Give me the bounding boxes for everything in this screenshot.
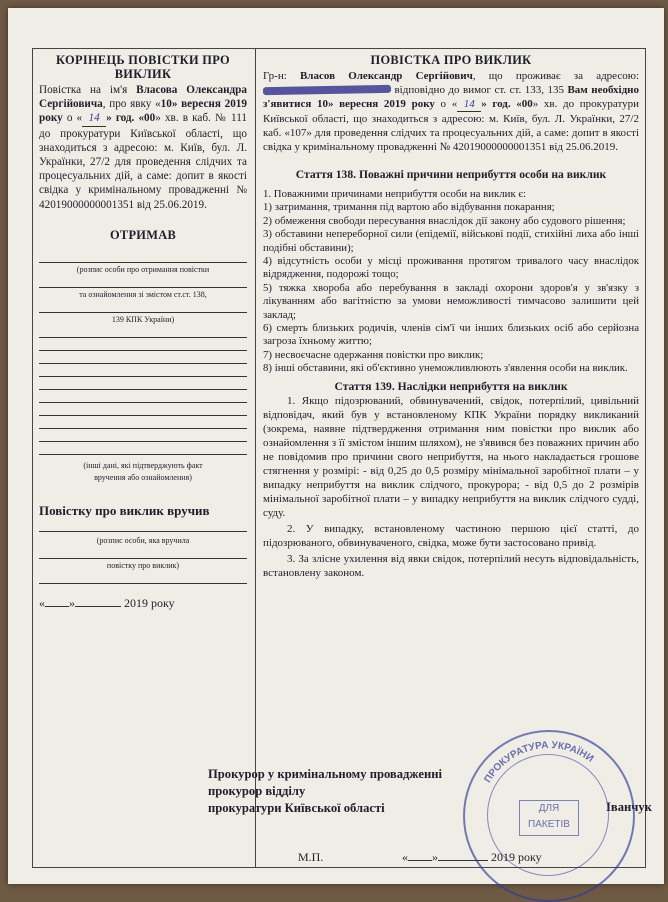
caption: повістку про виклик)	[106, 560, 180, 570]
article-138-item: 3) обставини непереборної сили (епідемії, військові події, стихійні лиха або інші подібні обставини);	[263, 228, 639, 254]
handed-label: Повістку про виклик вручив	[39, 502, 210, 518]
blank-line	[39, 325, 247, 338]
blank-line	[39, 416, 247, 429]
article-138-item: 1. Поважними причинами неприбуття особи на виклик є:	[263, 188, 527, 200]
blank-line	[39, 390, 247, 403]
article-138-item: 4) відсутність особи у місці проживання протягом тривалого часу внаслідок відрядження, подорожі тощо;	[263, 255, 639, 281]
signature-line	[39, 519, 247, 532]
signature-line	[39, 571, 247, 584]
stub-text: Повістка на ім'я Власова Олександра Сергійовича, про явку «10» вересня 2019 року о « 14 » год. «00» хв. в каб. № 111 до прокуратури Київської області, що знаходиться з адресою: м. Київ, бул. Л. Українки, 27/2 для проведення слідчих та процесуальних дій, а саме: допит в якості свідка у кримінальному провадженні № 42019000000001351 від 25.06.2019.	[39, 84, 247, 211]
article-139-p3: 3. За злісне ухилення від явки свідок, потерпілий несуть відповідальність, встановлену законом.	[263, 552, 639, 579]
article-138-item: 8) інші обставини, які об'єктивно унеможливлюють з'явлення особи на виклик.	[263, 362, 628, 375]
article-139-p2: 2. У випадку, встановленому частиною першою цієї статті, до підозрюваного, обвинуваченого, свідка, може бути застосовано привід.	[263, 522, 639, 549]
prosecutor-signature: Прокурор у кримінальному провадженні прокурор відділу прокуратури Київської області	[208, 767, 442, 815]
summons-text: Гр-н: Власов Олександр Сергійович, що проживає за адресою: відповідно до вимог ст. ст. 133, 135 Вам необхідно з'явитися 10» вересня 2019 року о « 14 » год. «00» хв. до прокуратури Київської області, що знаходиться з адресою: м. Київ, бул. Л. Українки, 27/2 каб. «107» для проведення слідчих та процесуальних дій, а саме: допит в якості свідка у кримінальному провадженні № 42019000000001351 від 25.06.2019.	[263, 70, 640, 153]
signature-line	[39, 300, 247, 313]
blank-line	[39, 403, 247, 416]
handwritten-hour: 14	[457, 97, 481, 112]
stub-column	[39, 53, 247, 610]
article-139-p1: 1. Якщо підозрюваний, обвинувачений, свідок, потерпілий, цивільний відповідач, який був у встановленому КПК України порядку викликаний (зокрема, наявне підтвердження отримання ним повістки про виклик або ознайомлення з її змістом іншим шляхом), не з'явився без поважних причин або не повідомив про причини свого неприбуття, на нього накладається грошове стягнення у розмірі: - від 0,25 до 0,5 розміру мінімальної заробітної плати – у випадку неприбуття на виклик слідчого, прокурора; - від 0,5 до 2 розмірів мінімальної заробітної плати – у випадку неприбуття на виклик слідчого судді, суду.	[263, 394, 639, 519]
stub-title: КОРІНЕЦЬ ПОВІСТКИ ПРО ВИКЛИК	[56, 53, 230, 81]
column-divider	[255, 49, 256, 867]
handwritten-hour: 14	[82, 111, 106, 126]
stamp-place: М.П.	[298, 850, 324, 864]
summons-title: ПОВІСТКА ПРО ВИКЛИК	[370, 53, 532, 67]
redacted-address	[263, 85, 391, 95]
caption: (інші дані, які підтверджують факт	[83, 460, 203, 470]
prosecutor-name: Іванчук	[606, 800, 652, 814]
article-138-item: 2) обмеження свободи пересування внаслідок дії закону або судового рішення;	[263, 214, 626, 227]
signature-line	[39, 546, 247, 559]
signature-line	[39, 250, 247, 263]
article-138-item: 6) смерть близьких родичів, членів сім'ї чи інших близьких осіб або серйозна загроза їхньому життю;	[263, 322, 639, 348]
summons-date: « » 2019 року	[402, 850, 542, 864]
seal-ring-text: ПРОКУРАТУРА УКРАЇНИ	[482, 739, 596, 785]
signature-line	[39, 275, 247, 288]
seal-box: ДЛЯ ПАКЕТІВ	[519, 800, 579, 836]
article-138-item: 1) затримання, тримання під вартою або відбування покарання;	[263, 201, 555, 214]
blank-line	[39, 364, 247, 377]
official-seal	[463, 730, 635, 902]
caption: (розпис особи, яка вручила	[96, 535, 190, 545]
stub-date: « » 2019 року	[39, 595, 175, 610]
blank-line	[39, 442, 247, 455]
article-139-title: Стаття 139. Наслідки неприбуття на виклик	[334, 379, 568, 393]
caption: (розпис особи про отримання повістки	[76, 264, 210, 274]
blank-line	[39, 377, 247, 390]
caption: 139 КПК України)	[111, 314, 175, 324]
caption: вручення або ознайомлення)	[94, 472, 192, 482]
caption: та ознайомлення зі змістом ст.ст. 138,	[79, 289, 207, 299]
article-138-item: 7) несвоєчасне одержання повістки про виклик;	[263, 348, 484, 361]
article-138-title: Стаття 138. Поважні причини неприбуття особи на виклик	[295, 168, 607, 181]
summons-column	[263, 53, 639, 580]
received-heading: ОТРИМАВ	[109, 227, 177, 242]
article-138-item: 5) тяжка хвороба або перебування в закладі охорони здоров'я у зв'язку з лікуванням або вагітністю за умови неможливості тимчасово залишити цей заклад;	[263, 281, 639, 321]
blank-line	[39, 351, 247, 364]
article-138-list	[263, 188, 639, 376]
blank-line	[39, 429, 247, 442]
document-sheet	[8, 8, 664, 884]
signature-block	[39, 250, 247, 483]
blank-line	[39, 338, 247, 351]
